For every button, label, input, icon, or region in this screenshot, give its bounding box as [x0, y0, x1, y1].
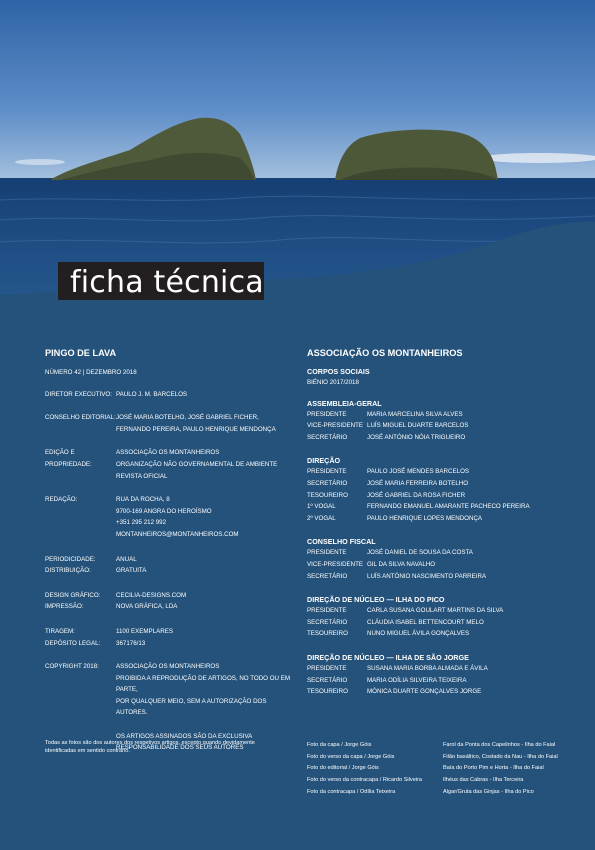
role-label: TESOUREIRO [307, 630, 348, 638]
info-label: DEPÓSITO LEGAL: [45, 639, 101, 647]
info-row [45, 601, 290, 613]
member-name: JOSÉ DANIEL DE SOUSA DA COSTA [367, 549, 473, 557]
info-label: TIRAGEM: [45, 627, 75, 635]
board-row [307, 466, 567, 478]
info-value: ANUAL [116, 555, 137, 563]
credit-place: Algar/Gruta das Ginjas - Ilha do Pico [443, 788, 534, 795]
info-label: COPYRIGHT 2018: [45, 663, 99, 671]
info-row [45, 494, 290, 540]
member-name: PAULO HENRIQUE LOPES MENDONÇA [367, 514, 483, 522]
section-title: DIREÇÃO DE NÚCLEO — ILHA DE SÃO JORGE [307, 652, 469, 662]
info-row [45, 447, 290, 482]
info-label: EDIÇÃO E PROPRIEDADE: [45, 449, 92, 468]
board-row [307, 571, 567, 583]
member-name: MARIA ODÍLIA SILVEIRA TEIXEIRA [367, 676, 467, 684]
info-label: DIRETOR EXECUTIVO: [45, 390, 112, 398]
photo-credits-authors [307, 740, 439, 799]
role-label: SECRETÁRIO [307, 618, 348, 626]
bienio-label: BIÉNIO 2017/2018 [307, 379, 359, 386]
member-name: CARLA SUSANA GOULART MARTINS DA SILVA [367, 607, 504, 615]
board-row [307, 432, 567, 444]
member-name: NUNO MIGUEL ÁVILA GONÇALVES [367, 630, 470, 638]
board-row [307, 501, 567, 513]
role-label: TESOUREIRO [307, 688, 348, 696]
board-row [307, 559, 567, 571]
info-label: PERIODICIDADE: [45, 555, 96, 563]
member-name: JOSÉ MARIA FERREIRA BOTELHO [367, 479, 469, 487]
board-sections [307, 399, 567, 711]
left-column [45, 346, 290, 754]
credit-place: Farol da Ponta dos Capelinhos - Ilha do Faial [443, 742, 556, 748]
info-value: 1100 EXEMPLARES [116, 627, 173, 635]
credit-place: Filão basáltico, Costado da Nau - Ilha do Faial [443, 753, 558, 760]
credit-author: Foto da contracapa / Odília Teixeira [307, 788, 396, 795]
info-value: NOVA GRÁFICA, LDA [116, 603, 178, 611]
role-label: PRESIDENTE [307, 607, 347, 615]
info-value: ASSOCIAÇÃO OS MONTANHEIROS PROIBIDA A REPRODUÇÃO DE ARTIGOS, NO TODO OU EM PARTE, POR QUALQUER MEIO, SEM A AUTORIZAÇÃO DOS AUTORES. OS ARTIGOS ASSINADOS SÃO DA EXCLUSIVA RESPONSABILIDADE DOS SEUS AUTORES [116, 663, 290, 752]
info-value: ASSOCIAÇÃO OS MONTANHEIROS ORGANIZAÇÃO NÃO GOVERNAMENTAL DE AMBIENTE REVISTA OFICIAL [116, 449, 278, 480]
board-row [307, 617, 567, 629]
info-value: 367176/13 [116, 639, 146, 647]
role-label: PRESIDENTE [307, 410, 347, 418]
credit-author: Foto do verso da contracapa / Ricardo Silveira [307, 777, 423, 784]
member-name: PAULO JOSÉ MENDES BARCELOS [367, 468, 470, 476]
board-row [307, 513, 567, 525]
board-row [307, 409, 567, 421]
section-title: DIREÇÃO DE NÚCLEO — ILHA DO PICO [307, 595, 445, 605]
member-name: SUSANA MARIA BORBA ALMADA E ÁVILA [367, 664, 488, 672]
role-label: PRESIDENTE [307, 549, 347, 557]
board-row [307, 420, 567, 432]
role-label: TESOUREIRO [307, 491, 348, 499]
page-title: ficha técnica [70, 265, 264, 300]
member-name: LUÍS MIGUEL DUARTE BARCELOS [367, 422, 469, 430]
role-label: PRESIDENTE [307, 468, 347, 476]
info-row [45, 638, 290, 650]
member-name: LUÍS ANTÓNIO NASCIMENTO PARREIRA [367, 572, 487, 580]
info-value: GRATUITA [116, 567, 147, 575]
photo-credits-places [443, 740, 577, 799]
section-title: DIREÇÃO [307, 456, 341, 466]
info-row [45, 565, 290, 577]
role-label: VICE-PRESIDENTE [307, 560, 364, 568]
info-row [45, 389, 290, 401]
info-value: RUA DA ROCHA, 8 9700-169 ANGRA DO HEROÍSMO +351 295 212 992 MONTANHEIROS@MONTANHEIROS.COM [116, 496, 239, 538]
info-label: REDAÇÃO: [45, 496, 78, 504]
info-value: PAULO J. M. BARCELOS [116, 390, 188, 398]
info-row [45, 554, 290, 566]
board-row [307, 490, 567, 502]
member-name: CLÁUDIA ISABEL BETTENCOURT MELO [367, 618, 484, 626]
member-name: GIL DA SILVA NAVALHO [367, 560, 436, 568]
member-name: MARIA MARCELINA SILVA ALVES [367, 410, 463, 418]
board-row [307, 675, 567, 687]
credits-rows [45, 389, 290, 754]
issue-line: NÚMERO 42 | DEZEMBRO 2018 [45, 369, 137, 376]
info-value: CECILIA-DESIGNS.COM [116, 591, 187, 599]
member-name: MÓNICA DUARTE GONÇALVES JORGE [367, 688, 482, 696]
board-row [307, 605, 567, 617]
board-row [307, 686, 567, 698]
credit-author: Foto da capa / Jorge Góis [307, 742, 372, 748]
section-title: ASSEMBLEIA-GERAL [307, 398, 382, 408]
role-label: PRESIDENTE [307, 664, 347, 672]
member-name: JOSÉ GABRIEL DA ROSA FICHER [367, 491, 466, 499]
credit-author: Foto do editorial / Jorge Góis [307, 765, 379, 772]
info-label: DISTRIBUIÇÃO: [45, 567, 91, 575]
board-row [307, 478, 567, 490]
board-row [307, 628, 567, 640]
info-value: JOSÉ MARIA BOTELHO, JOSÉ GABRIEL FICHER, FERNANDO PEREIRA, PAULO HENRIQUE MENDONÇA [116, 414, 276, 433]
role-label: SECRETÁRIO [307, 572, 348, 580]
info-label: CONSELHO EDITORIAL: [45, 414, 116, 422]
role-label: SECRETÁRIO [307, 433, 348, 441]
magazine-title: PINGO DE LAVA [45, 348, 117, 358]
role-label: SECRETÁRIO [307, 676, 348, 684]
corpos-sociais-label: CORPOS SOCIAIS [307, 367, 370, 376]
info-row [45, 590, 290, 602]
role-label: 2º VOGAL [307, 514, 336, 522]
credit-place: Ilhéus das Cabras - Ilha Terceira [443, 777, 524, 784]
board-row [307, 547, 567, 559]
member-name: JOSÉ ANTÓNIO NÓIA TRIGUEIRO [367, 433, 466, 441]
info-row [45, 412, 290, 435]
association-title: ASSOCIAÇÃO OS MONTANHEIROS [307, 348, 463, 358]
credit-place: Baía do Porto Pim e Horta - Ilha do Faial [443, 765, 544, 772]
section-title: CONSELHO FISCAL [307, 537, 376, 547]
right-column [307, 346, 567, 711]
photo-note: Todas as fotos são dos autores dos respetivos artigos, excepto quando devidamente identificadas em sentido contrário. [45, 740, 255, 754]
info-row [45, 626, 290, 638]
board-row [307, 663, 567, 675]
info-label: IMPRESSÃO: [45, 603, 84, 611]
role-label: SECRETÁRIO [307, 479, 348, 487]
info-label: DESIGN GRÁFICO: [45, 591, 101, 599]
credit-author: Foto do verso da capa / Jorge Góis [307, 753, 395, 760]
role-label: VICE-PRESIDENTE [307, 422, 364, 430]
member-name: FERNANDO EMANUEL AMARANTE PACHECO PEREIRA [367, 503, 530, 511]
role-label: 1º VOGAL [307, 503, 336, 511]
